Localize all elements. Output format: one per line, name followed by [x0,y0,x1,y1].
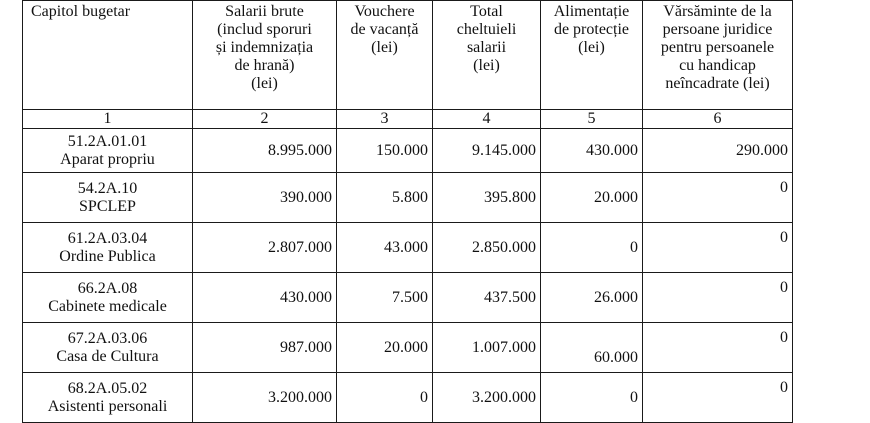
header-line: de protecție [553,21,630,38]
header-line: Alimentație [553,3,630,20]
column-number: 5 [541,110,643,129]
header-line: (lei) [473,57,500,74]
chapter-name: Casa de Cultura [56,347,159,365]
vouchere-cell: 150.000 [337,129,433,173]
varsaminte-cell: 290.000 [643,129,793,173]
total-cell: 9.145.000 [433,129,541,173]
header-line: Vărsăminte de la [663,3,772,20]
salarii-cell: 987.000 [193,323,337,373]
table-row [23,273,793,323]
header-varsaminte [643,1,793,110]
varsaminte-cell: 0 [643,223,793,273]
salarii-cell: 8.995.000 [193,129,337,173]
header-total-cheltuieli [433,1,541,110]
alimentatie-cell: 60.000 [541,323,643,373]
header-line: (lei) [251,75,278,92]
varsaminte-cell: 0 [643,173,793,223]
total-cell: 1.007.000 [433,323,541,373]
alimentatie-cell: 0 [541,223,643,273]
chapter-code: 66.2A.08 [77,279,138,297]
table-row [23,129,793,173]
header-line: Total [470,3,503,20]
vouchere-cell: 7.500 [337,273,433,323]
varsaminte-cell: 0 [643,273,793,323]
chapter-name: SPCLEP [79,197,136,215]
chapter-code: 61.2A.03.04 [67,229,148,247]
salarii-cell: 390.000 [193,173,337,223]
header-line: persoane juridice [662,21,773,38]
header-line: cu handicap [679,57,756,74]
salarii-cell: 430.000 [193,273,337,323]
alimentatie-cell: 20.000 [541,173,643,223]
table-row [23,373,793,423]
column-number: 6 [643,110,793,129]
header-line: de vacanță [350,21,419,38]
varsaminte-cell: 0 [643,323,793,373]
vouchere-cell: 0 [337,373,433,423]
column-number: 1 [23,110,193,129]
vouchere-cell: 43.000 [337,223,433,273]
budget-chapter-cell [23,373,193,423]
header-line: (lei) [578,39,605,56]
header-line: pentru persoanele [660,39,775,56]
column-number: 2 [193,110,337,129]
total-cell: 437.500 [433,273,541,323]
alimentatie-cell: 0 [541,373,643,423]
chapter-code: 67.2A.03.06 [67,329,148,347]
table-row [23,223,793,273]
header-capitol-bugetar [23,1,193,110]
header-line: salarii [466,39,507,56]
chapter-code: 54.2A.10 [77,179,138,197]
chapter-code: 51.2A.01.01 [67,132,148,150]
column-number-row [23,110,793,129]
budget-chapter-cell [23,129,193,173]
budget-chapter-cell [23,223,193,273]
header-vouchere [337,1,433,110]
chapter-name: Asistenti personali [47,397,168,415]
header-line: Vouchere [354,3,415,20]
header-salarii-brute [193,1,337,110]
alimentatie-cell: 430.000 [541,129,643,173]
total-cell: 2.850.000 [433,223,541,273]
budget-chapter-cell [23,273,193,323]
vouchere-cell: 5.800 [337,173,433,223]
header-line: Salarii brute [225,3,304,20]
salarii-cell: 2.807.000 [193,223,337,273]
chapter-code: 68.2A.05.02 [67,379,148,397]
chapter-name: Cabinete medicale [48,297,167,315]
salarii-cell: 3.200.000 [193,373,337,423]
total-cell: 395.800 [433,173,541,223]
chapter-name: Aparat propriu [60,150,155,168]
vouchere-cell: 20.000 [337,323,433,373]
header-line: (lei) [371,39,398,56]
column-number: 3 [337,110,433,129]
header-line: (includ sporuri [217,21,312,38]
header-line: și indemnizația [215,39,314,56]
header-line: neîncadrate (lei) [665,75,770,92]
header-line: cheltuieli [456,21,517,38]
header-line: Capitol bugetar [31,3,131,20]
table-row [23,323,793,373]
header-row [23,1,793,110]
header-line: de hrană) [234,57,295,74]
total-cell: 3.200.000 [433,373,541,423]
table-row [23,173,793,223]
budget-table [22,0,793,423]
column-number: 4 [433,110,541,129]
chapter-name: Ordine Publica [59,247,156,265]
alimentatie-cell: 26.000 [541,273,643,323]
header-alimentatie [541,1,643,110]
varsaminte-cell: 0 [643,373,793,423]
budget-chapter-cell [23,173,193,223]
budget-chapter-cell [23,323,193,373]
